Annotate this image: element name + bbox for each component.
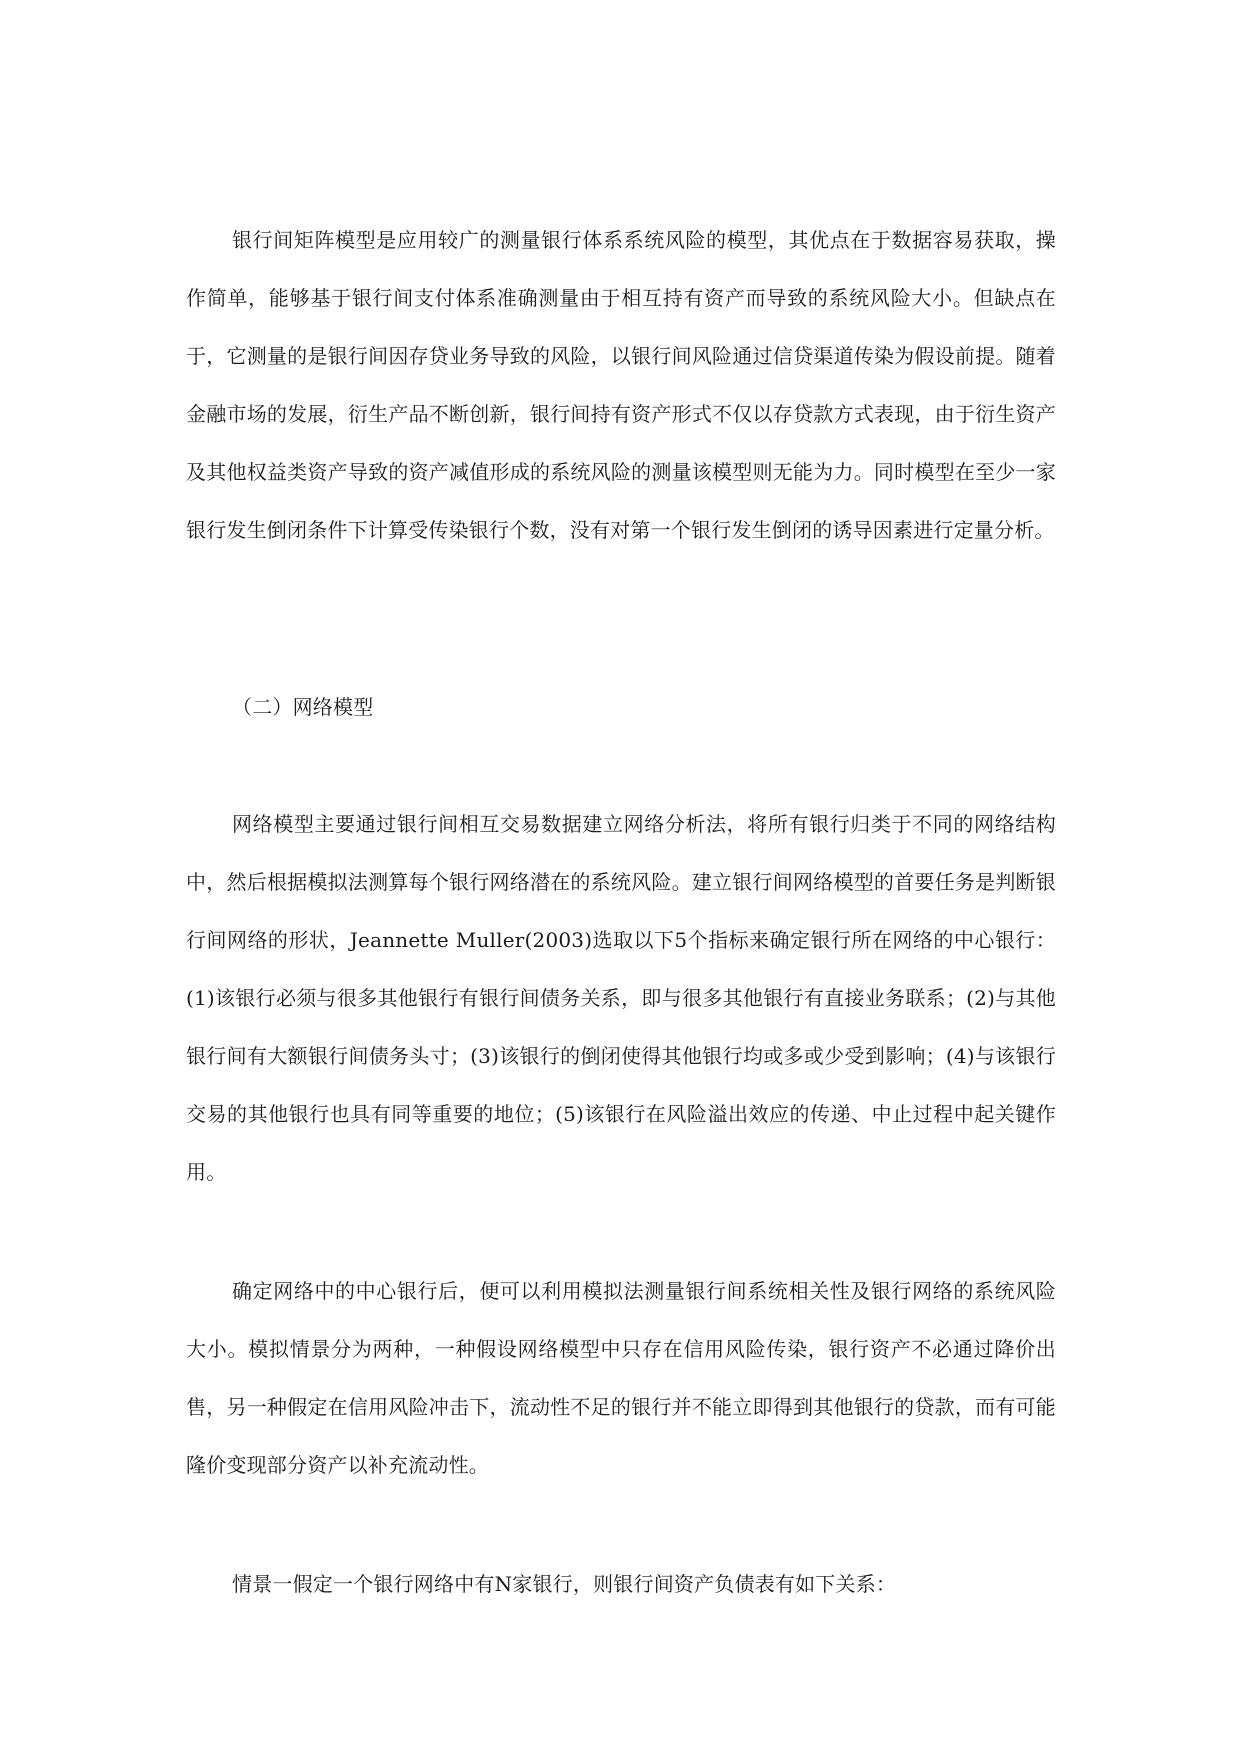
paragraph-network-model: [186, 795, 1056, 1201]
paragraph-interbank-matrix: [186, 211, 1056, 559]
section-heading-text: （二）网络模型: [232, 695, 374, 719]
paragraph-text: 情景一假定一个银行网络中有N家银行，则银行间资产负债表有如下关系：: [232, 1572, 897, 1596]
paragraph-text: 确定网络中的中心银行后，便可以利用模拟法测量银行间系统相关性及银行网络的系统风险大小。模拟情景分为两种，一种假设网络模型中只存在信用风险传染，银行资产不必通过降价出售，另一种假定在信用风险冲击下，流动性不足的银行并不能立即得到其他银行的贷款，而有可能隆价变现部分资产以补充流动性。: [186, 1279, 1056, 1477]
paragraph-scenario-one: [186, 1555, 1056, 1613]
section-heading-network-model: [186, 678, 1056, 736]
paragraph-text: 网络模型主要通过银行间相互交易数据建立网络分析法，将所有银行归类于不同的网络结构中，然后根据模拟法测算每个银行网络潜在的系统风险。建立银行间网络模型的首要任务是判断银行间网络的形状，Jeannette Muller(2003)选取以下5个指标来确定银行所在网络的中心银行：(1)该银行必须与很多其他银行有银行间债务关系，即与很多其他银行有直接业务联系；(2)与其他银行间有大额银行间债务头寸；(3)该银行的倒闭使得其他银行均或多或少受到影响；(4)与该银行交易的其他银行也具有同等重要的地位；(5)该银行在风险溢出效应的传递、中止过程中起关键作用。: [186, 812, 1056, 1184]
paragraph-simulation: [186, 1262, 1056, 1494]
paragraph-text: 银行间矩阵模型是应用较广的测量银行体系系统风险的模型，其优点在于数据容易获取，操作简单，能够基于银行间支付体系准确测量由于相互持有资产而导致的系统风险大小。但缺点在于，它测量的是银行间因存贷业务导致的风险，以银行间风险通过信贷渠道传染为假设前提。随着金融市场的发展，衍生产品不断创新，银行间持有资产形式不仅以存贷款方式表现，由于衍生资产及其他权益类资产导致的资产减值形成的系统风险的测量该模型则无能为力。同时模型在至少一家银行发生倒闭条件下计算受传染银行个数，没有对第一个银行发生倒闭的诱导因素进行定量分析。: [186, 228, 1056, 542]
